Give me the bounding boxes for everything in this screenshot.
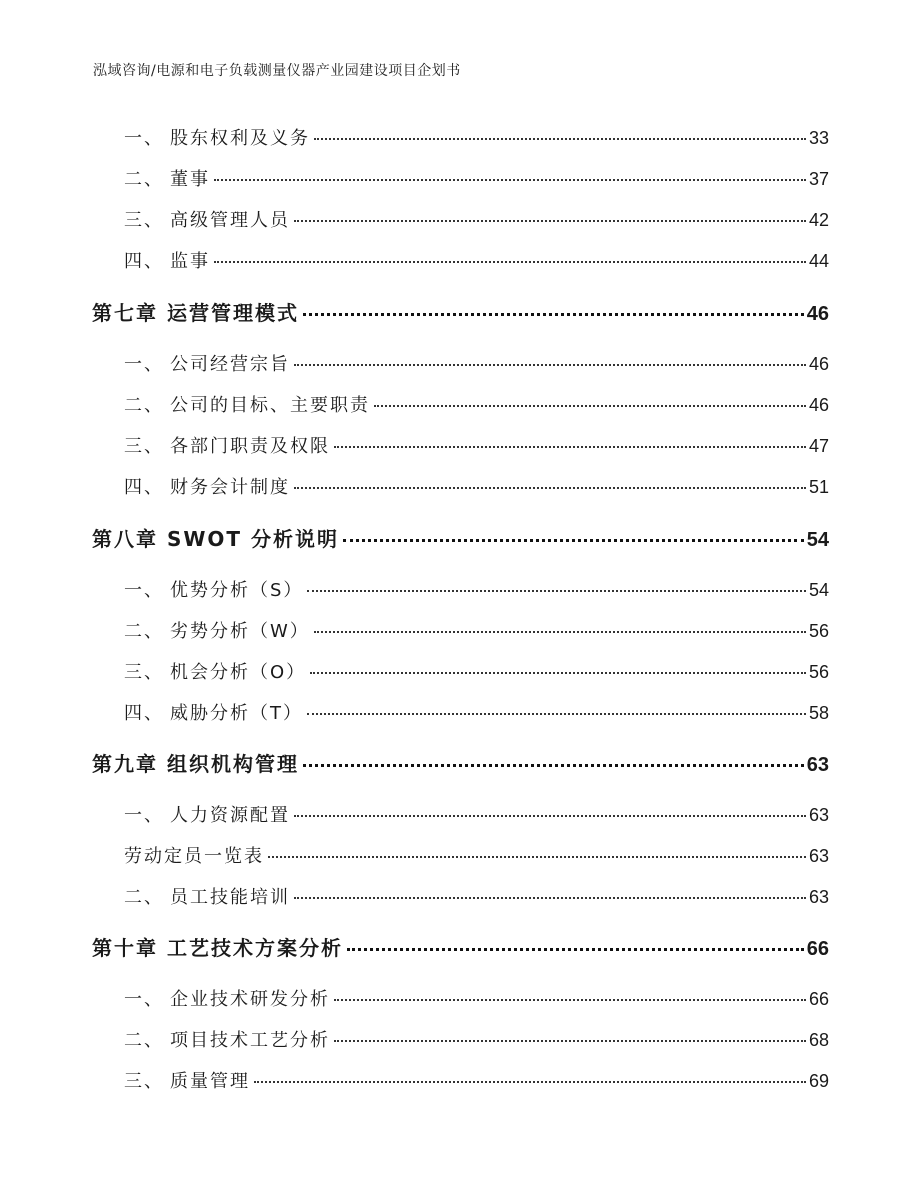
dot-leader <box>214 261 806 263</box>
dot-leader <box>294 220 806 222</box>
toc-entry-label <box>92 801 290 827</box>
toc-entry-text: 劳动定员一览表 <box>124 846 264 867</box>
toc-entry-text: 员工技能培训 <box>170 887 290 908</box>
toc-entry[interactable] <box>92 801 829 827</box>
toc-chapter-title: 第八章 SWOT 分析说明 <box>92 527 340 551</box>
toc-chapter-entry[interactable] <box>92 748 829 777</box>
toc-entry-label <box>92 124 310 150</box>
dot-leader <box>214 179 806 181</box>
toc-entry[interactable] <box>92 247 829 273</box>
toc-page-number: 37 <box>808 169 829 189</box>
toc-entry-text: 优势分析（S） <box>170 580 304 601</box>
toc-entry[interactable] <box>92 391 829 417</box>
toc-chapter-entry[interactable] <box>92 297 829 326</box>
toc-entry-number: 二、 <box>124 395 164 416</box>
toc-entry-label <box>92 985 330 1011</box>
dot-leader <box>347 948 804 951</box>
toc-entry-text: 企业技术研发分析 <box>170 989 330 1010</box>
toc-entry[interactable] <box>92 576 829 602</box>
toc-entry-text: 人力资源配置 <box>170 805 290 826</box>
toc-page-number: 69 <box>808 1071 829 1091</box>
toc-page-number: 46 <box>808 395 829 415</box>
toc-chapter-entry[interactable] <box>92 523 829 552</box>
toc-page-number: 63 <box>806 754 829 776</box>
toc-entry-label <box>92 247 210 273</box>
dot-leader <box>374 405 806 407</box>
toc-entry-number: 四、 <box>124 251 164 272</box>
toc-entry[interactable] <box>92 883 829 909</box>
dot-leader <box>334 999 806 1001</box>
toc-entry[interactable] <box>92 432 829 458</box>
dot-leader <box>334 1040 806 1042</box>
toc-entry-text: 威胁分析（T） <box>170 703 303 724</box>
dot-leader <box>343 539 804 542</box>
toc-entry-label <box>92 617 310 643</box>
toc-chapter-title: 第十章 工艺技术方案分析 <box>92 936 343 960</box>
document-header: 泓域咨询/电源和电子负载测量仪器产业园建设项目企划书 <box>93 63 461 79</box>
toc-entry-label <box>92 699 303 725</box>
toc-entry-text: 高级管理人员 <box>170 210 290 231</box>
dot-leader <box>307 590 806 592</box>
dot-leader <box>294 897 806 899</box>
dot-leader <box>334 446 806 448</box>
toc-entry-number: 二、 <box>124 169 164 190</box>
toc-entry-number: 四、 <box>124 477 164 498</box>
toc-entry-text: 股东权利及义务 <box>170 128 310 149</box>
toc-entry-text: 公司的目标、主要职责 <box>170 395 370 416</box>
toc-entry-text: 董事 <box>170 169 210 190</box>
toc-chapter-entry[interactable] <box>92 932 829 961</box>
toc-page-number: 63 <box>808 805 829 825</box>
toc-entry-label <box>92 576 303 602</box>
toc-entry[interactable] <box>92 985 829 1011</box>
dot-leader <box>303 313 804 316</box>
toc-page-number: 51 <box>808 477 829 497</box>
toc-page-number: 56 <box>808 621 829 641</box>
toc-entry-text: 项目技术工艺分析 <box>170 1030 330 1051</box>
toc-entry-text: 公司经营宗旨 <box>170 354 290 375</box>
toc-entry[interactable] <box>92 617 829 643</box>
toc-entry-number: 三、 <box>124 662 164 683</box>
toc-entry-number: 二、 <box>124 621 164 642</box>
toc-page-number: 33 <box>808 128 829 148</box>
toc-entry[interactable] <box>92 842 829 868</box>
toc-page-number: 66 <box>808 989 829 1009</box>
toc-entry[interactable] <box>92 473 829 499</box>
toc-entry-label <box>92 206 290 232</box>
toc-entry-label <box>92 883 290 909</box>
toc-page-number: 47 <box>808 436 829 456</box>
toc-entry-number: 四、 <box>124 703 164 724</box>
dot-leader <box>303 764 804 767</box>
toc-entry[interactable] <box>92 699 829 725</box>
toc-chapter-title: 第七章 运营管理模式 <box>92 301 299 325</box>
toc-entry-label <box>92 1026 330 1052</box>
dot-leader <box>294 364 806 366</box>
toc-page-number: 58 <box>808 703 829 723</box>
toc-entry-label <box>92 473 290 499</box>
toc-entry-number: 一、 <box>124 354 164 375</box>
toc-page-number: 54 <box>806 529 829 551</box>
toc-page-number: 56 <box>808 662 829 682</box>
toc-page-number: 66 <box>806 938 829 960</box>
toc-entry-number: 三、 <box>124 210 164 231</box>
dot-leader <box>268 856 806 858</box>
toc-entry-label <box>92 658 306 684</box>
toc-chapter-title: 第九章 组织机构管理 <box>92 752 299 776</box>
toc-entry-label <box>92 350 290 376</box>
toc-entry-number: 一、 <box>124 580 164 601</box>
dot-leader <box>314 138 806 140</box>
toc-entry[interactable] <box>92 1067 829 1093</box>
toc-page-number: 54 <box>808 580 829 600</box>
dot-leader <box>294 487 806 489</box>
toc-entry-text: 劣势分析（W） <box>170 621 310 642</box>
toc-page-number: 63 <box>808 887 829 907</box>
toc-entry[interactable] <box>92 350 829 376</box>
toc-entry-number: 二、 <box>124 1030 164 1051</box>
toc-entry[interactable] <box>92 165 829 191</box>
dot-leader <box>307 713 806 715</box>
toc-entry-label <box>92 391 370 417</box>
dot-leader <box>254 1081 806 1083</box>
toc-entry[interactable] <box>92 124 829 150</box>
toc-page-number: 46 <box>806 303 829 325</box>
toc-entry-text: 质量管理 <box>170 1071 250 1092</box>
toc-entry-number: 三、 <box>124 436 164 457</box>
toc-page-number: 46 <box>808 354 829 374</box>
toc-entry-number: 三、 <box>124 1071 164 1092</box>
toc-entry-label <box>92 165 210 191</box>
toc-entry-number: 一、 <box>124 128 164 149</box>
toc-page-number: 68 <box>808 1030 829 1050</box>
toc-entry-text: 机会分析（O） <box>170 662 307 683</box>
toc-entry[interactable] <box>92 658 829 684</box>
toc-page-number: 63 <box>808 846 829 866</box>
toc-entry-number: 一、 <box>124 805 164 826</box>
toc-page-number: 44 <box>808 251 829 271</box>
dot-leader <box>310 672 806 674</box>
toc-entry-label <box>92 432 330 458</box>
dot-leader <box>294 815 806 817</box>
dot-leader <box>314 631 806 633</box>
toc-entry-text: 监事 <box>170 251 210 272</box>
toc-entry-text: 各部门职责及权限 <box>170 436 330 457</box>
toc-entry[interactable] <box>92 1026 829 1052</box>
toc-entry-number: 一、 <box>124 989 164 1010</box>
toc-page-number: 42 <box>808 210 829 230</box>
toc-entry-text: 财务会计制度 <box>170 477 290 498</box>
toc-entry[interactable] <box>92 206 829 232</box>
toc-entry-label <box>92 1067 250 1093</box>
toc-entry-number: 二、 <box>124 887 164 908</box>
